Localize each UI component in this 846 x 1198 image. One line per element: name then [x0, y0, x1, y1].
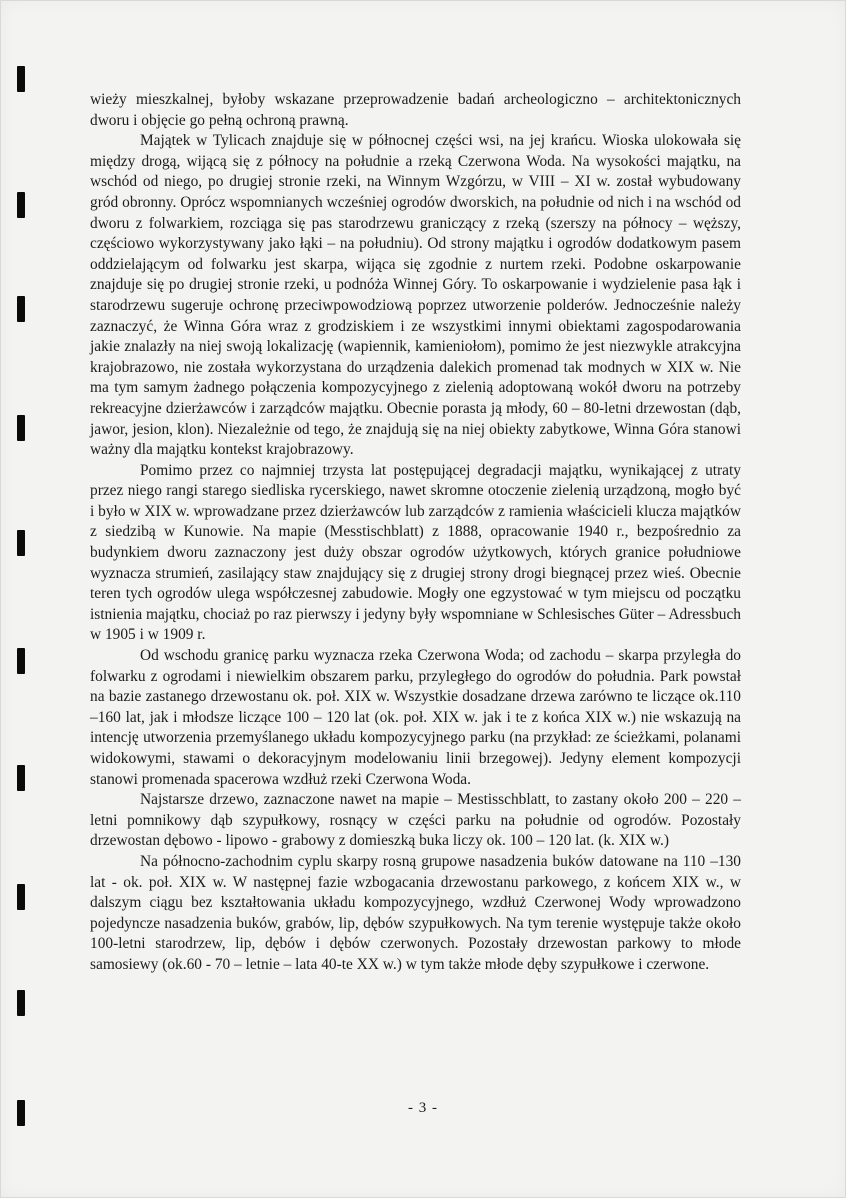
binding-mark	[17, 765, 25, 791]
paragraph-continuation: wieży mieszkalnej, byłoby wskazane przeprowadzenie badań archeologiczno – architektonicznych dworu i objęcie go pełną ochroną prawną.	[90, 91, 741, 129]
document-body	[90, 90, 741, 976]
paragraph-estate-history: Pomimo przez co najmniej trzysta lat postępującej degradacji majątku, wynikającej z utraty przez niego rangi starego siedliska rycerskiego, nawet skromne otoczenie zielenią urządzoną, mogło być i było w XIX w. wprowadzane przez dzierżawców lub zarządców z ramienia właścicieli klucza majątków z siedzibą w Kunowie. Na mapie (Messtischblatt) z 1888, opracowanie 1940 r., bezpośrednio za budynkiem dworu zaznaczony jest duży obszar ogrodów użytkowych, których granice południowe wyznacza strumień, zasilający staw znajdujący się z drugiej strony drogi biegnącej przez wieś. Obecnie teren tych ogrodów ulega współczesnej zabudowie. Mogły one egzystować w tym miejscu od początku istnienia majątku, chociaż po raz pierwszy i jedyny były wspomniane w Schlesisches Güter – Adressbuch w 1905 i w 1909 r.	[90, 461, 741, 644]
binding-mark	[17, 530, 25, 556]
binding-mark	[17, 990, 25, 1016]
paragraph-plantings: Na północno-zachodnim cyplu skarpy rosną grupowe nasadzenia buków datowane na 110 –130 lat - ok. poł. XIX w. W następnej fazie wzbogacania drzewostanu parkowego, z końcem XIX w., w dalszym ciągu bez kształtowania układu kompozycyjnego, wzdłuż Czerwonej Wody wprowadzono pojedyncze nasadzenia buków, grabów, lip, dębów szypułkowych. Na tym terenie występuje także około 100-letni starodrzew, lip, dębów i dębów czerwonych. Pozostały drzewostan parkowy to młode samosiewy (ok.60 - 70 – letnie – lata 40-te XX w.) w tym także młode dęby szypułkowe i czerwone.	[90, 852, 741, 973]
binding-mark	[17, 415, 25, 441]
binding-mark	[17, 192, 25, 218]
binding-mark	[17, 648, 25, 674]
page-number: - 3 -	[408, 1100, 438, 1116]
paragraph-estate-location: Majątek w Tylicach znajduje się w północnej części wsi, na jej krańcu. Wioska ulokowała się między drogą, wijącą się z północy na południe a rzeką Czerwona Woda. Na wysokości majątku, na wschód od niego, po drugiej stronie rzeki, na Winnym Wzgórzu, w VIII – XI w. został wybudowany gród obronny. Oprócz wspomnianych wcześniej ogrodów dworskich, na południe od nich i na wschód od dworu z folwarkiem, rozciąga się pas starodrzewu graniczący z rzeką (szerszy na północy – węższy, częściowo wykorzystywany jako łąki – na południu). Od strony majątku i ogrodów dodatkowym pasem oddzielającym od folwarku jest skarpa, wijąca się zgodnie z nurtem rzeki. Podobne oskarpowanie znajduje się po drugiej stronie rzeki, u podnóża Winnej Góry. To oskarpowanie i wydzielenie pasa łąk i starodrzewu sugeruje ochronę przeciwpowodziową poprzez utworzenie polderów. Jednocześnie należy zaznaczyć, że Winna Góra wraz z grodziskiem i ze wszystkimi innymi obiektami zagospodarowania jakie znalazły na niej swoją lokalizację (wapiennik, kamieniołom), pomimo że jest niezwykle atrakcyjna krajobrazowo, nie została wykorzystana do urządzenia dalekich promenad tak modnych w XIX w. Nie ma tym samym żadnego połączenia kompozycyjnego z zielenią adoptowaną wokół dworu na potrzeby rekreacyjne dzierżawców i zarządców majątku. Obecnie porasta ją młody, 60 – 80-letni drzewostan (dąb, jawor, jesion, klon). Niezależnie od tego, że znajdują się na niej obiekty zabytkowe, Winna Góra stanowi ważny dla majątku kontekst krajobrazowy.	[90, 132, 741, 459]
binding-marks	[0, 0, 40, 1198]
binding-mark	[17, 296, 25, 322]
binding-mark	[17, 66, 25, 92]
paragraph-oldest-tree: Najstarsze drzewo, zaznaczone nawet na mapie – Mestisschblatt, to zastany około 200 – 220 – letni pomnikowy dąb szypułkowy, rosnący w części parku na południe od ogrodów. Pozostały drzewostan dębowo - lipowo - grabowy z domieszką buka liczy ok. 100 – 120 lat. (k. XIX w.)	[90, 791, 741, 850]
paragraph-park-borders: Od wschodu granicę parku wyznacza rzeka Czerwona Woda; od zachodu – skarpa przyległa do folwarku z ogrodami i niewielkim obszarem parku, przyległego do ogrodów do południa. Park powstał na bazie zastanego drzewostanu ok. poł. XIX w. Wszystkie dosadzane drzewa zarówno te liczące ok.110 –160 lat, jak i młodsze liczące 100 – 120 lat (ok. poł. XIX w. jak i te z końca XIX w.) nie wskazują na intencję utworzenia przemyślanego układu kompozycyjnego parku (na przykład: ze ścieżkami, polanami widokowymi, stawami o dekoracyjnym modelowaniu linii brzegowej). Jedyny element kompozycji stanowi promenada spacerowa wzdłuż rzeki Czerwona Woda.	[90, 647, 741, 788]
binding-mark	[17, 884, 25, 910]
